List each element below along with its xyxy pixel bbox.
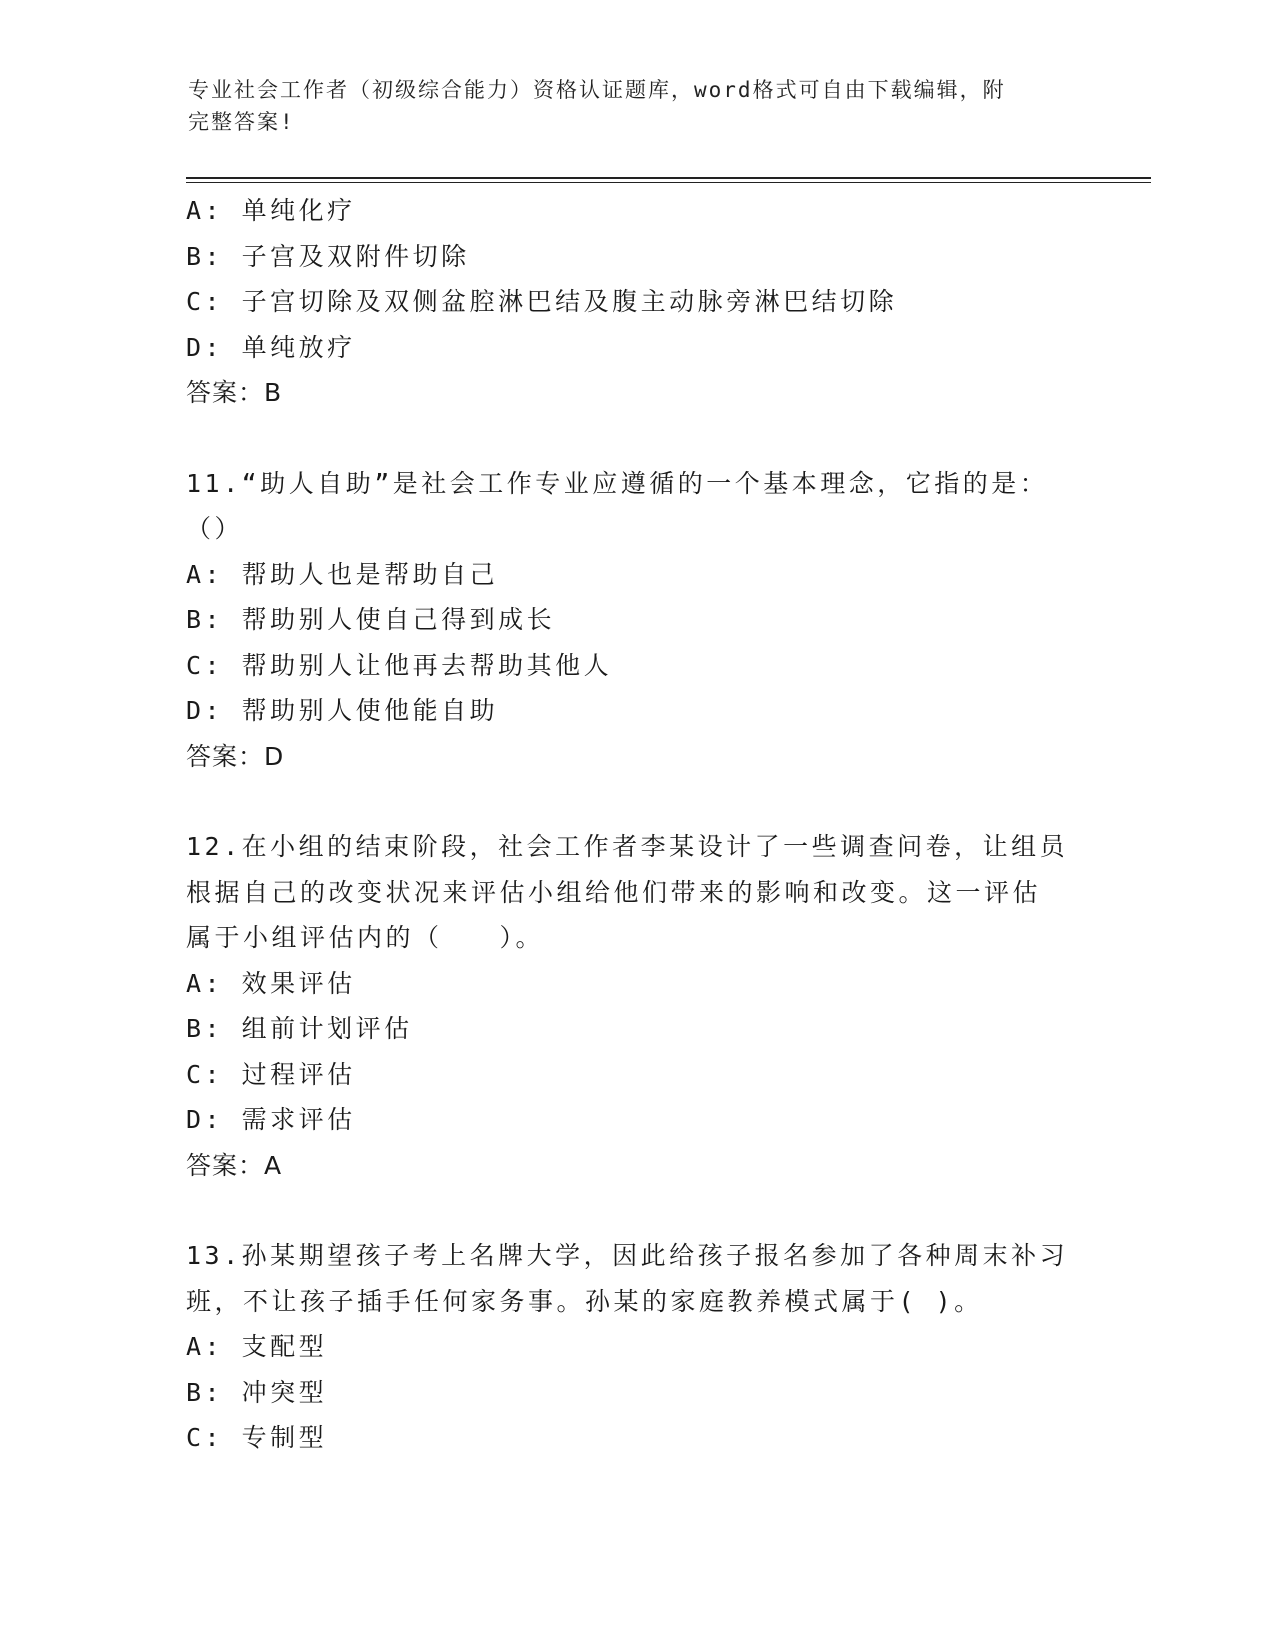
spacer <box>186 1188 1086 1233</box>
option-b: B: 冲突型 <box>186 1377 328 1407</box>
answer-line: 答案：A <box>186 1150 283 1180</box>
header-line-1: 专业社会工作者（初级综合能力）资格认证题库，word格式可自由下载编辑，附 <box>188 78 1006 102</box>
option-c: C: 专制型 <box>186 1423 328 1452</box>
header-line-2: 完整答案! <box>188 110 295 134</box>
spacer <box>186 416 1086 461</box>
question-text-line-1: 12.在小组的结束阶段，社会工作者李某设计了一些调查问卷，让组员 <box>186 832 1069 861</box>
option-c: C: 过程评估 <box>186 1059 356 1089</box>
option-c: C: 帮助别人让他再去帮助其他人 <box>186 650 613 680</box>
question-text-line-1: 11.“助人自助”是社会工作专业应遵循的一个基本理念，它指的是： <box>186 468 1049 498</box>
question-10-block <box>186 188 1086 416</box>
option-b: B: 子宫及双附件切除 <box>186 241 470 271</box>
question-12-block <box>186 824 1086 1188</box>
answer-line: 答案：B <box>186 378 283 407</box>
option-a: A: 效果评估 <box>186 968 356 998</box>
document-header <box>188 74 1088 138</box>
option-d: D: 需求评估 <box>186 1105 356 1134</box>
option-d: D: 单纯放疗 <box>186 332 356 362</box>
question-text-line-3: 属于小组评估内的（ ）。 <box>186 923 545 952</box>
option-a: A: 单纯化疗 <box>186 196 356 225</box>
question-text-line-2: 班，不让孩子插手任何家务事。孙某的家庭教养模式属于( )。 <box>186 1286 983 1316</box>
question-13-block <box>186 1233 1086 1461</box>
question-content <box>186 188 1086 1461</box>
header-rule-thick <box>186 177 1151 179</box>
option-a: A: 支配型 <box>186 1332 328 1361</box>
option-a: A: 帮助人也是帮助自己 <box>186 559 499 589</box>
question-text-line-1: 13.孙某期望孩子考上名牌大学，因此给孩子报名参加了各种周末补习 <box>186 1241 1069 1270</box>
question-text-line-2: （） <box>186 514 244 543</box>
answer-line: 答案：D <box>186 741 285 771</box>
option-b: B: 帮助别人使自己得到成长 <box>186 605 556 634</box>
header-rule-thin <box>186 182 1151 183</box>
option-b: B: 组前计划评估 <box>186 1014 413 1043</box>
option-c: C: 子宫切除及双侧盆腔淋巴结及腹主动脉旁淋巴结切除 <box>186 287 898 316</box>
spacer <box>186 779 1086 824</box>
question-11-block <box>186 461 1086 780</box>
question-text-line-2: 根据自己的改变状况来评估小组给他们带来的影响和改变。这一评估 <box>186 877 1042 907</box>
option-d: D: 帮助别人使他能自助 <box>186 696 499 725</box>
